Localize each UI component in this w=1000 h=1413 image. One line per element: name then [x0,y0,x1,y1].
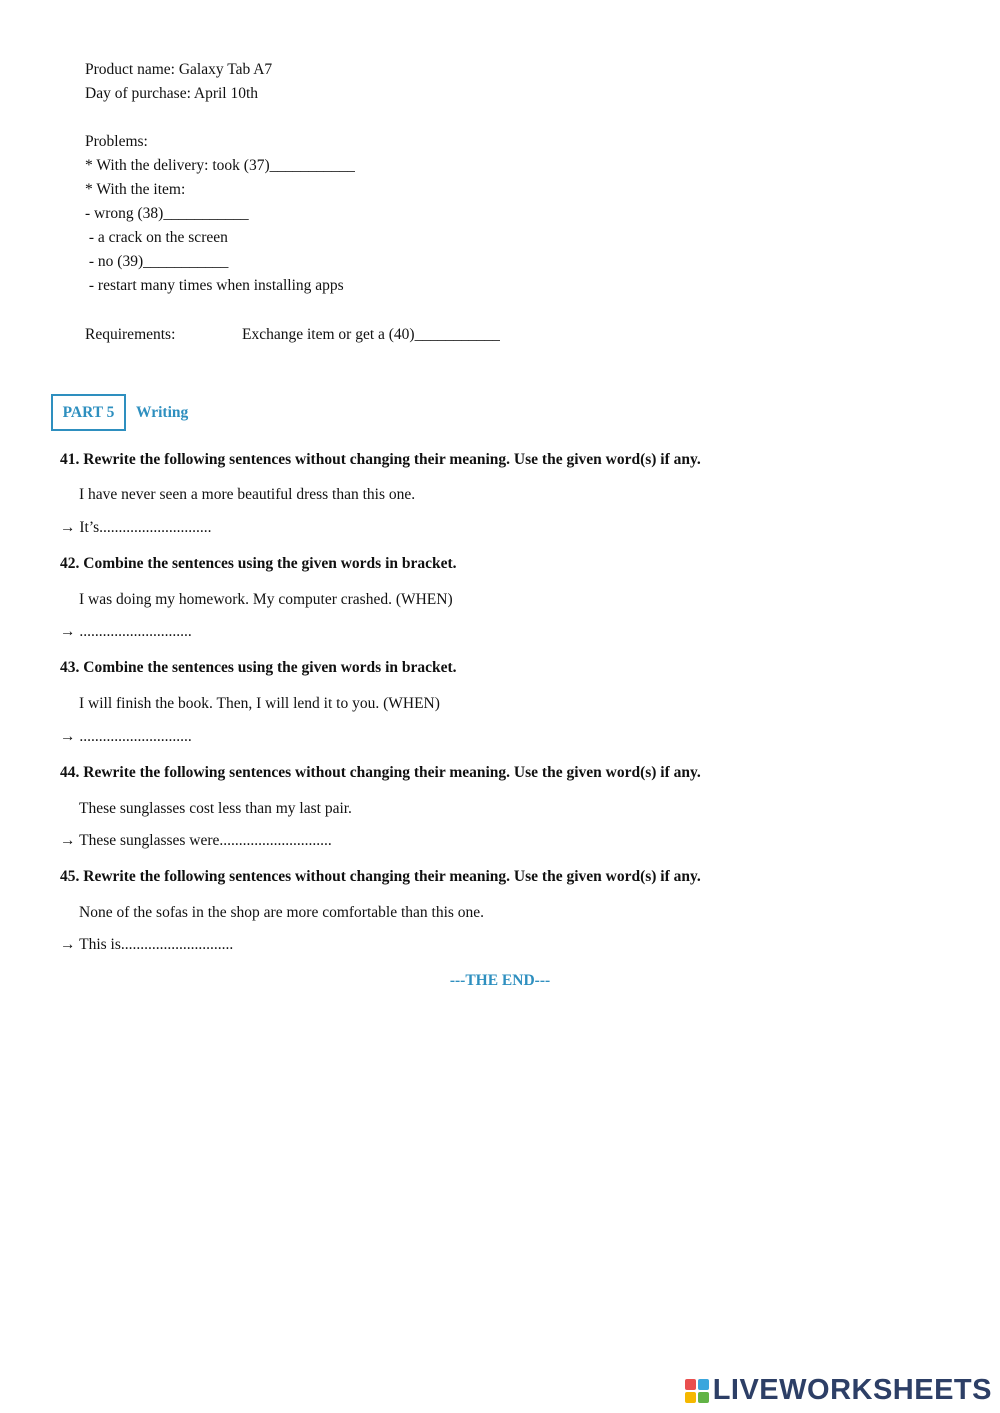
item-problem-4: - restart many times when installing apps [85,277,344,294]
problems-heading: Problems: [85,133,148,150]
question-43-prompt: 43. Combine the sentences using the given words in bracket. [60,659,457,676]
question-43-answer-line[interactable]: → ............................. [60,728,192,745]
requirements-value: Exchange item or get a (40)___________ [242,326,500,343]
delivery-problem-line: * With the delivery: took (37)___________ [85,157,355,174]
question-41-prompt: 41. Rewrite the following sentences without changing their meaning. Use the given word(s) if any. [60,451,701,468]
product-name-line: Product name: Galaxy Tab A7 [85,61,273,78]
liveworksheets-logo[interactable] [685,1374,992,1407]
liveworksheets-wordmark: LIVEWORKSHEETS [712,1374,992,1406]
item-problem-2: - a crack on the screen [85,229,228,246]
item-problem-heading: * With the item: [85,181,186,198]
question-42-prompt: 42. Combine the sentences using the given words in bracket. [60,555,457,572]
requirements-label: Requirements: [85,326,176,343]
question-44-answer-line[interactable]: → These sunglasses were............................. [60,832,332,849]
question-44-sentence: These sunglasses cost less than my last pair. [79,800,352,817]
question-41-answer-line[interactable]: → It’s............................. [60,519,212,536]
mark-square [698,1392,709,1403]
question-42-sentence: I was doing my homework. My computer crashed. (WHEN) [79,591,453,608]
part-number-label: PART 5 [62,403,115,421]
item-problem-3: - no (39)___________ [85,253,229,270]
question-42-answer-line[interactable]: → ............................. [60,623,192,640]
the-end-marker: ---THE END--- [449,972,551,989]
mark-square [685,1392,696,1403]
question-44-prompt: 44. Rewrite the following sentences without changing their meaning. Use the given word(s) if any. [60,764,701,781]
liveworksheets-mark-icon [685,1379,709,1403]
purchase-date-line: Day of purchase: April 10th [85,85,259,102]
part-title: Writing [136,404,189,421]
mark-square [698,1379,709,1390]
part-number-box [51,394,126,431]
question-45-prompt: 45. Rewrite the following sentences without changing their meaning. Use the given word(s) if any. [60,868,701,885]
question-45-answer-line[interactable]: → This is............................. [60,936,234,953]
question-45-sentence: None of the sofas in the shop are more comfortable than this one. [79,904,485,921]
mark-square [685,1379,696,1390]
question-43-sentence: I will finish the book. Then, I will lend it to you. (WHEN) [79,695,440,712]
item-problem-1: - wrong (38)___________ [85,205,249,222]
question-41-sentence: I have never seen a more beautiful dress than this one. [79,486,416,503]
